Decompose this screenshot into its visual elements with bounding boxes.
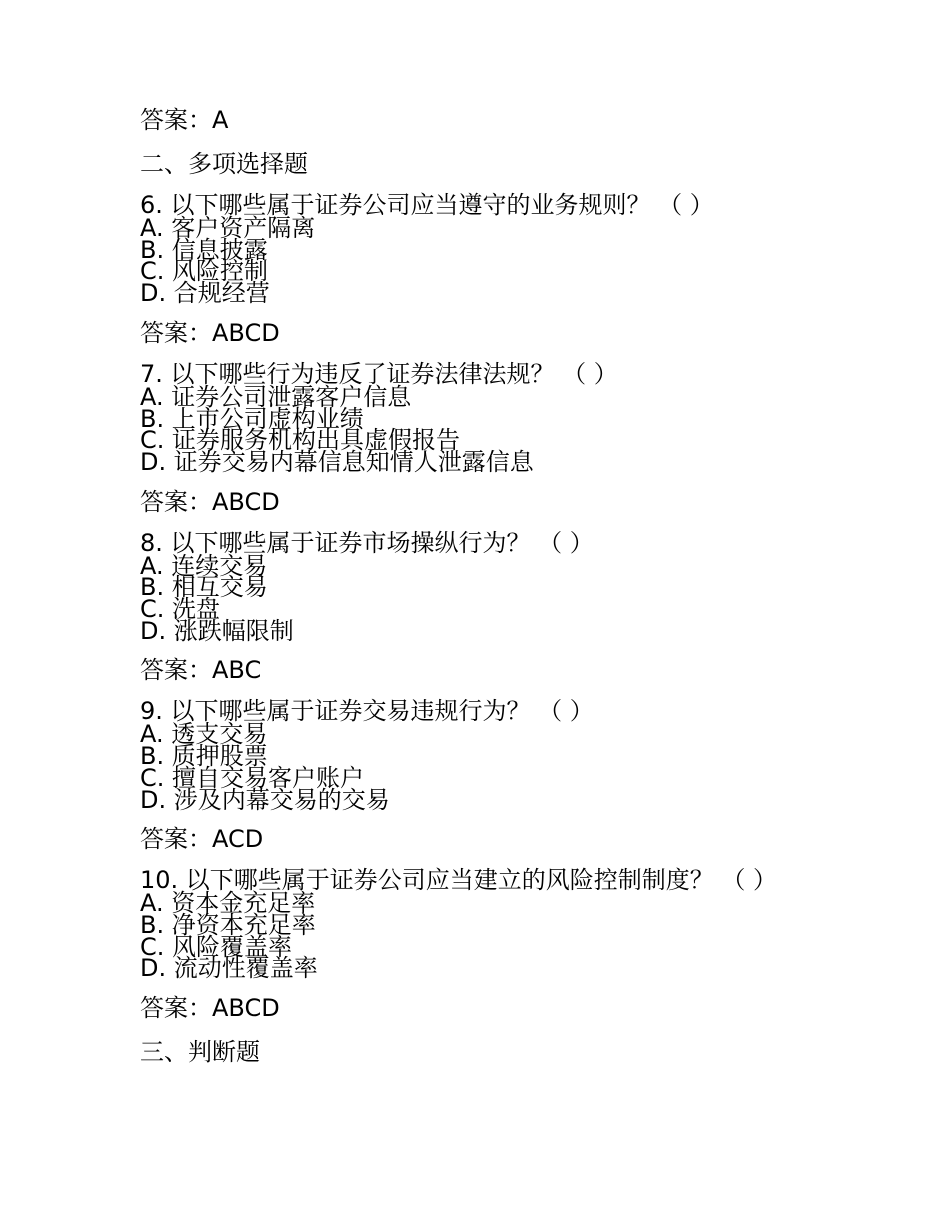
answer-5: 答案：A — [140, 106, 229, 134]
answer-7: 答案：ABCD — [140, 487, 280, 516]
question-8 — [140, 530, 900, 643]
question-stem: 9. 以下哪些属于证券交易违规行为？ （ ） — [140, 697, 594, 726]
question-stem: 6. 以下哪些属于证券公司应当遵守的业务规则？ （ ） — [140, 191, 714, 219]
option-d: D. 合规经营 — [140, 279, 270, 308]
option-d: D. 流动性覆盖率 — [140, 954, 318, 983]
question-6 — [140, 191, 900, 308]
question-7 — [140, 361, 900, 474]
answer-6: 答案：ABCD — [140, 318, 280, 347]
option-a: A. 证券公司泄露客户信息 — [140, 382, 412, 411]
option-d: D. 涨跌幅限制 — [140, 616, 294, 645]
document-page — [140, 104, 900, 1080]
question-stem: 8. 以下哪些属于证券市场操纵行为？ （ ） — [140, 528, 594, 557]
option-a: A. 透支交易 — [140, 720, 268, 749]
option-b: B. 相互交易 — [140, 573, 268, 602]
option-c: C. 证券服务机构出具虚假报告 — [140, 426, 461, 455]
section-heading-multiple-choice: 二、多项选择题 — [140, 150, 308, 178]
option-c: C. 风险控制 — [140, 257, 269, 286]
answer-10: 答案：ABCD — [140, 994, 280, 1023]
option-c: C. 擅自交易客户账户 — [140, 763, 365, 792]
question-stem: 10. 以下哪些属于证券公司应当建立的风险控制制度？ （ ） — [140, 866, 778, 895]
question-10 — [140, 866, 900, 983]
answer-8: 答案：ABC — [140, 656, 262, 685]
option-b: B. 上市公司虚构业绩 — [140, 404, 364, 433]
question-stem: 7. 以下哪些行为违反了证券法律法规？ （ ） — [140, 359, 618, 388]
option-a: A. 资本金充足率 — [140, 889, 316, 918]
question-9 — [140, 697, 900, 814]
option-d: D. 证券交易内幕信息知情人泄露信息 — [140, 447, 534, 476]
option-d: D. 涉及内幕交易的交易 — [140, 785, 390, 814]
option-c: C. 洗盘 — [140, 595, 221, 624]
answer-9: 答案：ACD — [140, 825, 264, 854]
option-a: A. 连续交易 — [140, 551, 268, 580]
option-b: B. 信息披露 — [140, 235, 268, 264]
option-b: B. 净资本充足率 — [140, 910, 316, 939]
option-c: C. 风险覆盖率 — [140, 932, 293, 961]
option-b: B. 质押股票 — [140, 742, 268, 771]
section-heading-true-false: 三、判断题 — [140, 1038, 260, 1067]
option-a: A. 客户资产隔离 — [140, 214, 316, 242]
